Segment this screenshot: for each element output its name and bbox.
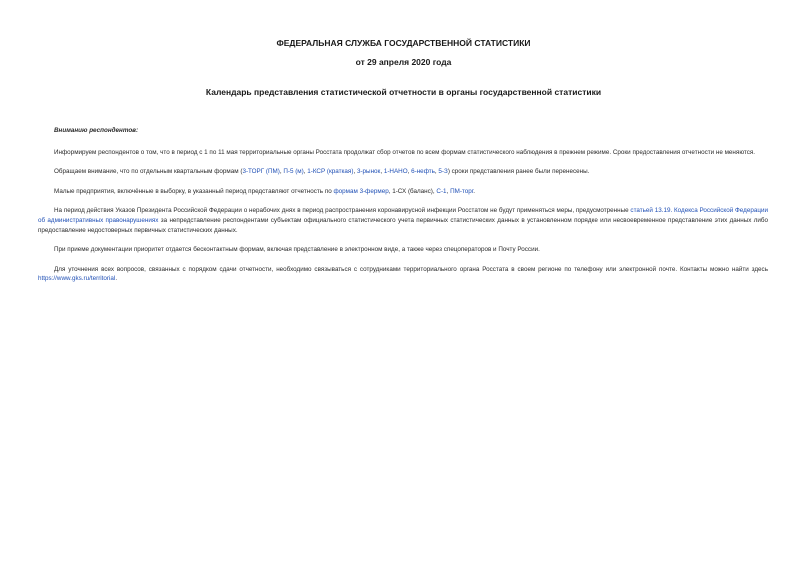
form-link-pm-torg[interactable]: ПМ-торг [450, 187, 474, 195]
form-link-3-fermer[interactable]: формам 3-фермер [333, 187, 389, 195]
paragraph-contactless-forms: При приеме документации приоритет отдается бесконтактным формам, включая представление в электронном виде, а также через спецоператоров и Почту России. [54, 246, 540, 254]
p4-text-after: за непредставление респондентами субъектам официального статистического учета первичных статистических данных в установленном порядке или несвоевременное представление этих данных либо предоставление недостоверных первичных статистических данных. [38, 216, 769, 234]
paragraph-quarterly-forms: Обращаем внимание, что по отдельным квартальным формам (3-ТОРГ (ПМ), П-5 (м), 1-КСР (краткая), 3-рынок, 1-НАНО, 6-нефть, 5-З) сроки представления ранее были перенесены. [54, 168, 590, 176]
paragraph-small-enterprises: Малые предприятия, включённые в выборку, в указанный период представляют отчетность по формам 3-фермер, 1-СХ (баланс), С-1, ПМ-торг. [54, 187, 476, 195]
p3-text-middle: , 1-СХ (баланс), [388, 187, 437, 195]
paragraph-collection-continues: Информируем респондентов о том, что в период с 1 по 11 мая территориальные органы Росстата продолжат сбор отчетов по всем формам статистического наблюдения в прежнем режиме. Сроки предоставления отчетности не меняются. [54, 148, 756, 156]
form-link-s-1[interactable]: С-1 [436, 187, 447, 195]
p2-text-before: Обращаем внимание, что по отдельным квартальным формам ( [54, 168, 243, 176]
paragraph-contacts [38, 265, 768, 284]
p3-text-before: Малые предприятия, включённые в выборку, в указанный период представляют отчетность по [54, 187, 334, 195]
form-link-1-ksr[interactable]: 1-КСР (краткая) [307, 168, 354, 176]
form-link-3-rynok[interactable]: 3-рынок [356, 168, 381, 176]
p6-text-after: . [115, 275, 118, 283]
paragraph-no-penalties [38, 206, 768, 235]
form-link-1-nano[interactable]: 1-НАНО [383, 168, 408, 176]
form-link-p-5-m[interactable]: П-5 (м) [283, 168, 304, 176]
document-title: Календарь представления статистической отчетности в органы государственной статистики [205, 87, 602, 97]
form-link-6-neft[interactable]: 6-нефть [411, 168, 435, 176]
form-link-3-torg-pm[interactable]: 3-ТОРГ (ПМ) [242, 168, 280, 176]
document-date: от 29 апреля 2020 года [355, 57, 452, 67]
territorial-contacts-link[interactable]: https://www.gks.ru/territorial [38, 275, 116, 283]
p6-text-before: Для уточнения всех вопросов, связанных с порядком сдачи отчетности, необходимо связываться с сотрудниками территориального органа Росстата в своем регионе по телефону или электронной почте. Контакты можно найти здесь [54, 265, 768, 273]
agency-name: ФЕДЕРАЛЬНАЯ СЛУЖБА ГОСУДАРСТВЕННОЙ СТАТИСТИКИ [276, 38, 531, 48]
p2-text-after: ) сроки представления ранее были перенесены. [447, 168, 590, 176]
p4-text-before: На период действия Указов Президента Российской Федерации о нерабочих днях в период распространения коронавирусной инфекции Росстатом не будут применяться меры, предусмотренные [54, 207, 631, 215]
attention-heading: Вниманию респондентов: [54, 127, 139, 134]
koap-article-link[interactable]: статьей 13.19. Кодекса Российской Федерации об административных правонарушениях [38, 207, 768, 224]
form-link-5-z[interactable]: 5-З [438, 168, 448, 176]
document-body [38, 126, 768, 294]
p3-text-end: . [473, 187, 476, 195]
